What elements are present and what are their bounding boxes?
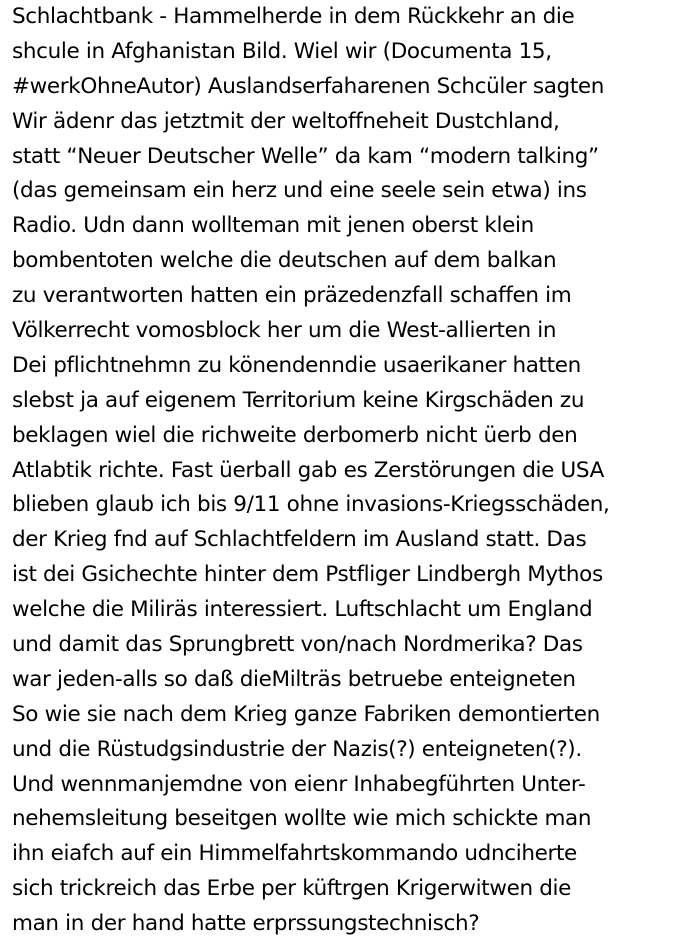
text-line: statt “Neuer Deutscher Welle” da kam “modern talking” <box>12 143 599 169</box>
text-line: nehemsleitung beseitgen wollte wie mich schickte man <box>12 806 592 832</box>
text-line: bombentoten welche die deutschen auf dem balkan <box>12 248 557 274</box>
text-line: war jeden-alls so daß dieMilträs betruebe enteigneten <box>12 666 576 692</box>
text-line: shcule in Afghanistan Bild. Wiel wir (Documenta 15, <box>12 38 552 64</box>
text-line: und die Rüstudgsindustrie der Nazis(?) enteigneten(?). <box>12 736 582 762</box>
text-line: (das gemeinsam ein herz und eine seele sein etwa) ins <box>12 178 587 204</box>
text-line: Völkerrecht vomosblock her um die West-allierten in <box>12 318 557 344</box>
text-line: ist dei Gsichechte hinter dem Pstfliger Lindbergh Mythos <box>12 562 603 588</box>
text-line: der Krieg fnd auf Schlachtfeldern im Ausland statt. Das <box>12 527 587 553</box>
text-line: Radio. Udn dann wollteman mit jenen oberst klein <box>12 213 534 239</box>
text-line: Schlachtbank - Hammelherde in dem Rückkehr an die <box>12 4 575 29</box>
text-line: ihn eiafch auf ein Himmelfahrtskommando udnciherte <box>12 841 577 867</box>
text-line: man in der hand hatte erprssungstechnisch? <box>12 911 480 937</box>
document-text <box>12 0 680 942</box>
text-line: slebst ja auf eigenem Territorium keine Kirgschäden zu <box>12 387 585 413</box>
text-line: Dei pflichtnehmn zu könendenndie usaerikaner hatten <box>12 352 581 378</box>
text-line: beklagen wiel die richweite derbomerb nicht üerb den <box>12 422 578 448</box>
text-line: welche die Miliräs interessiert. Luftschlacht um England <box>12 597 593 623</box>
text-line: Wir ädenr das jetztmit der weltoffneheit Dustchland, <box>12 108 560 134</box>
text-line: So wie sie nach dem Krieg ganze Fabriken demontierten <box>12 701 600 727</box>
text-line: blieben glaub ich bis 9/11 ohne invasions-Kriegsschäden, <box>12 492 610 518</box>
text-line: zu verantworten hatten ein präzedenzfall schaffen im <box>12 283 572 309</box>
text-line: Und wennmanjemdne von eienr Inhabegführten Unter- <box>12 771 586 797</box>
text-line: sich trickreich das Erbe per küftrgen Krigerwitwen die <box>12 876 572 902</box>
text-line: Atlabtik richte. Fast üerball gab es Zerstörungen die USA <box>12 457 604 483</box>
text-line: und damit das Sprungbrett von/nach Nordmerika? Das <box>12 632 583 658</box>
text-line: #werkOhneAutor) Auslandserfaharenen Schcüler sagten <box>12 73 605 99</box>
